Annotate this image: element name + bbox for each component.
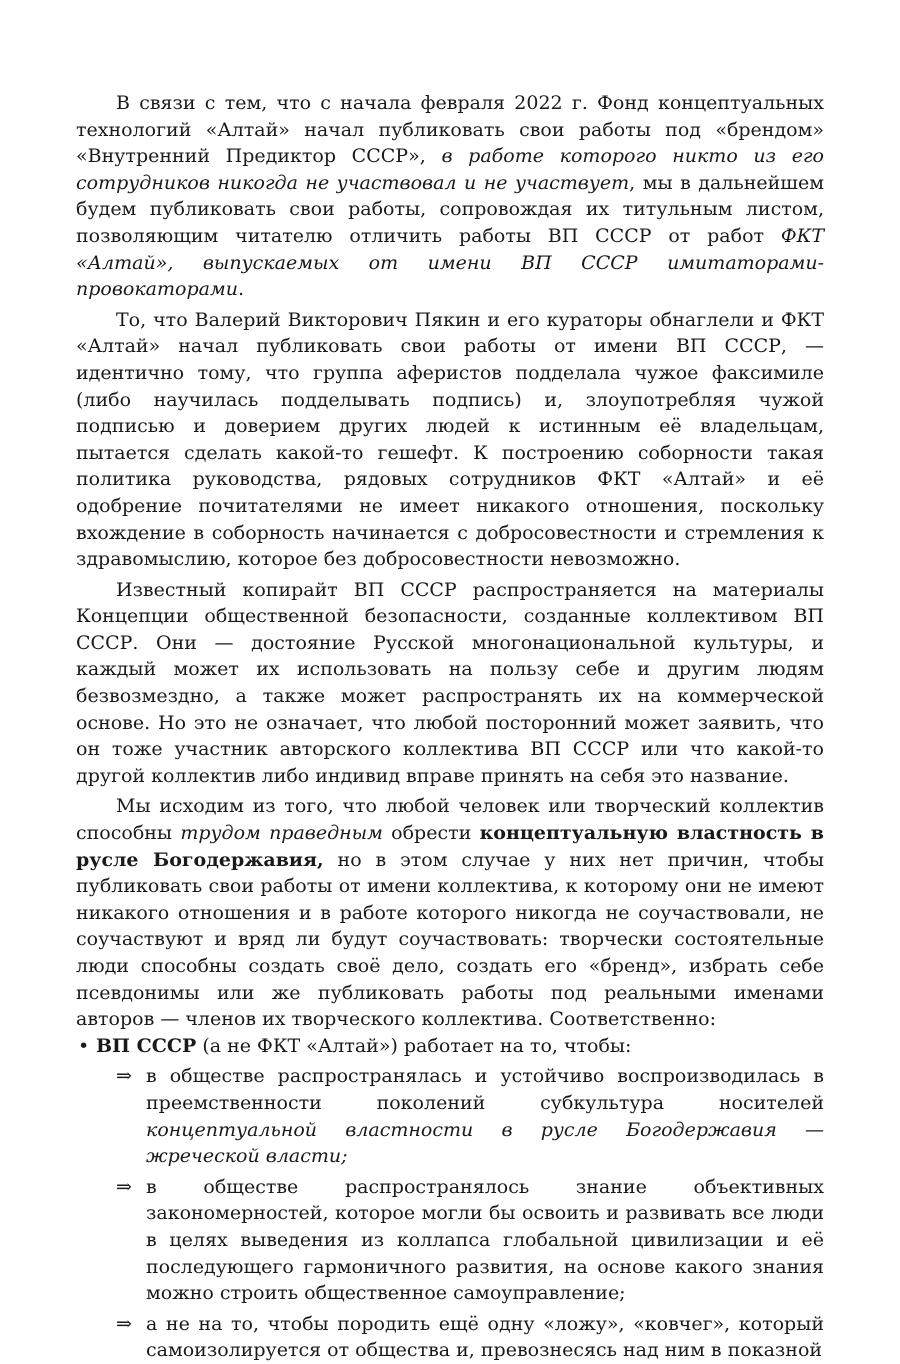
italic-emphasis: в работе которого никто из его сотрудников никогда не участвовал и не участвует — [76, 145, 824, 194]
paragraph-2: То, что Валерий Викторович Пякин и его кураторы обнаглели и ФКТ «Алтай» начал публиковать свои работы от имени ВП СССР, — идентично тому, что группа аферистов подделала чужое факсимиле (либо научилась подделывать подпись) и, злоупотребляя чужой подписью и доверием других людей к истинным её владельцам, пытается сделать какой-то гешефт. К построению соборности такая политика руководства, рядовых сотрудников ФКТ «Алтай» и её одобрение почитателями не имеет никакого отношения, поскольку вхождение в соборность начинается с добросовестности и стремления к здравомыслию, которое без добросовестности невозможно. — [76, 308, 824, 571]
implies-arrow-icon: ⇒ — [116, 1065, 132, 1088]
italic-emphasis: концептуальной властности в русле Богодержавия — жреческой власти; — [146, 1118, 824, 1168]
list-item: ⇒ а не на то, чтобы породить ещё одну «ложу», «ковчег», который самоизолируется от общества и, превознесясь над ним в показной — [116, 1312, 824, 1362]
document-page — [76, 90, 824, 1364]
implies-arrow-icon: ⇒ — [116, 1312, 132, 1335]
bullet-icon: • — [78, 1034, 90, 1057]
bullet-item: • ВП СССР (а не ФКТ «Алтай») работает на то, чтобы: — [76, 1033, 824, 1060]
implies-arrow-icon: ⇒ — [116, 1175, 132, 1198]
arrow-list — [76, 1063, 824, 1364]
list-item: ⇒ в обществе распространялось знание объективных закономерностей, которое могли бы освоить и развивать все люди в целях выведения из коллапса глобальной цивилизации и её последующего гармоничного развития, на основе какого знания можно строить общественное самоуправление; — [116, 1175, 824, 1305]
paragraph-1: В связи с тем, что с начала февраля 2022 г. Фонд концептуальных технологий «Алтай» начал публиковать свои работы под «брендом» «Внутренний Предиктор СССР», в работе которого никто из его сотрудников никогда не участвовал и не участвует, мы в дальнейшем будем публиковать свои работы, сопровождая их титульным листом, позволяющим читателю отличить работы ВП СССР от работ ФКТ «Алтай», выпускаемых от имени ВП СССР имитаторами-провокаторами. — [76, 92, 824, 301]
bold-emphasis: ВП СССР — [96, 1034, 197, 1057]
italic-emphasis: трудом праведным — [180, 822, 383, 845]
bold-emphasis: концептуальную властность в русле Богодержавия, — [76, 822, 824, 871]
italic-emphasis: ФКТ «Алтай», выпускаемых от имени ВП СССР имитаторами-провокаторами — [76, 224, 824, 301]
paragraph-4: Мы исходим из того, что любой человек или творческий коллектив способны трудом праведным обрести концептуальную властность в русле Богодержавия, но в этом случае у них нет причин, чтобы публиковать свои работы от имени коллектива, к которому они не имеют никакого отношения и в работе которого никогда не соучаствовали, не соучаствуют и вряд ли будут соучаствовать: творчески состоятельные люди способны создать своё дело, создать его «бренд», избрать себе псевдонимы или же публиковать работы под реальными именами авторов — членов их творческого коллектива. Соответственно: — [76, 795, 824, 1031]
paragraph-3: Известный копирайт ВП СССР распространяется на материалы Концепции общественной безопасности, созданные коллективом ВП СССР. Они — достояние Русской многонациональной культуры, и каждый может их использовать на пользу себе и другим людям безвозмездно, а также может распространять их на коммерческой основе. Но это не означает, что любой посторонний может заявить, что он тоже участник авторского коллектива ВП СССР или что какой-то другой коллектив либо индивид вправе принять на себя это название. — [76, 578, 824, 787]
list-item: ⇒ в обществе распространялась и устойчиво воспроизводилась в преемственности поколений субкультура носителей концептуальной властности в русле Богодержавия — жреческой власти; — [116, 1065, 824, 1168]
